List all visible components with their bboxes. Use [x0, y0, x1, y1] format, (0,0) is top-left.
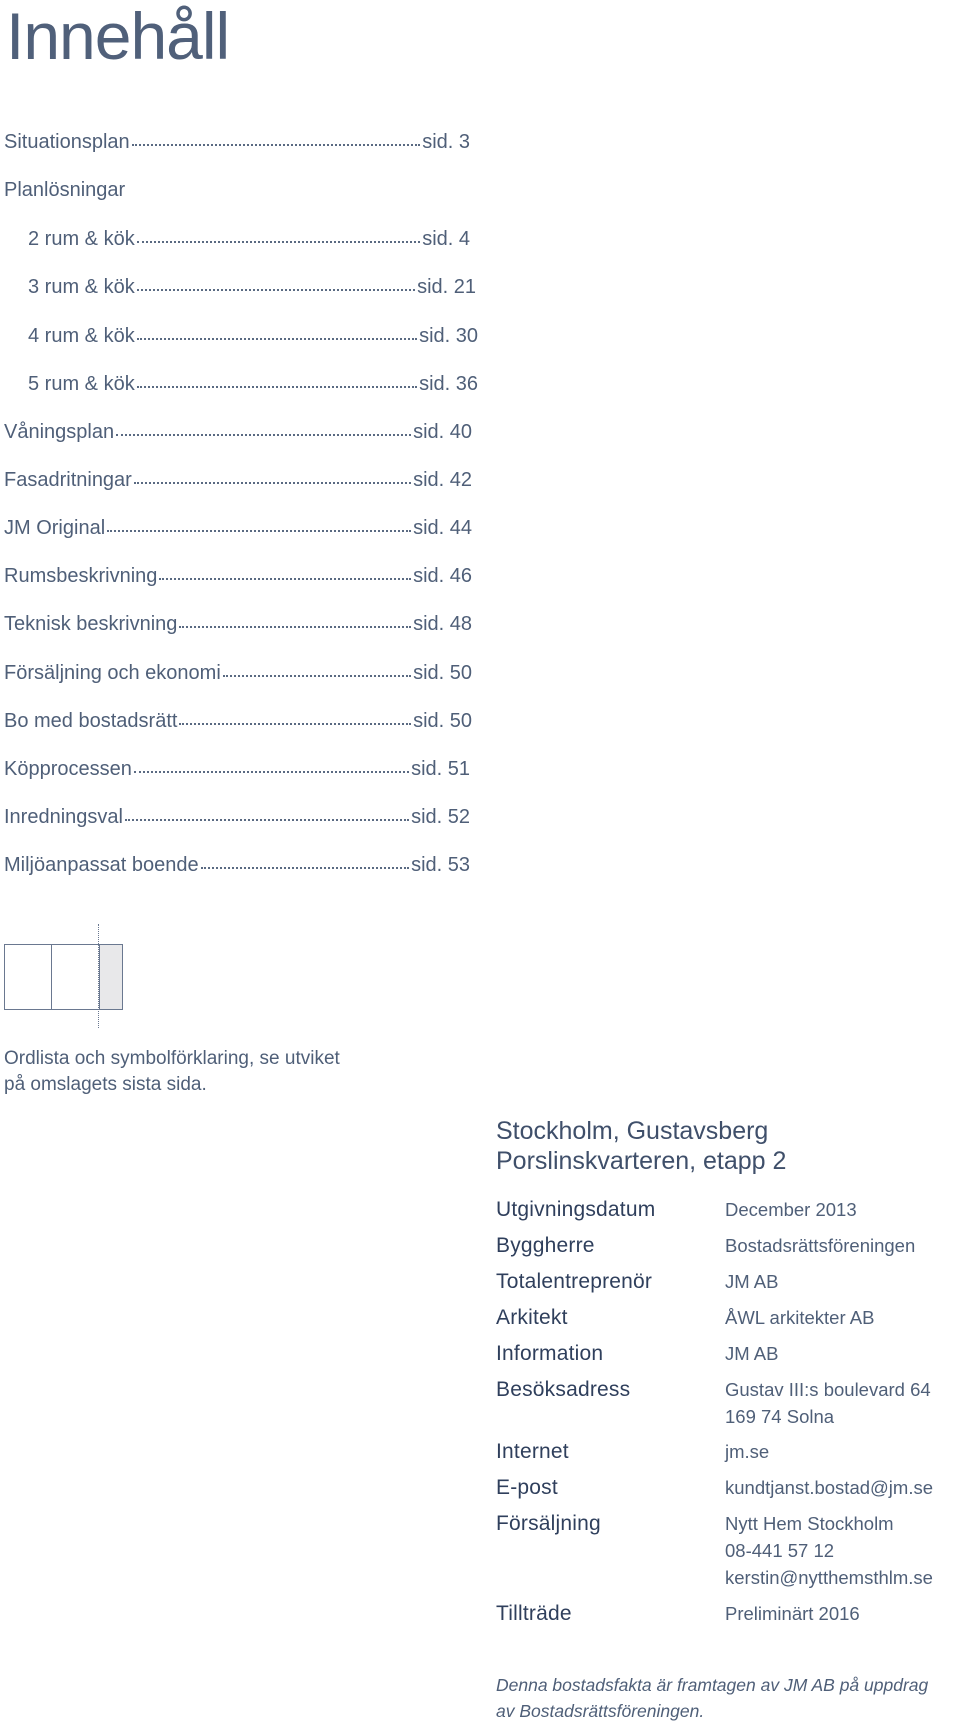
fold-out-diagram: [4, 924, 124, 1012]
toc-entry[interactable]: [28, 368, 478, 400]
toc-entry-page: sid. 48: [413, 613, 472, 635]
toc-entry-page: sid. 50: [413, 710, 472, 732]
disclaimer-line: Denna bostadsfakta är framtagen av JM AB på uppdrag: [496, 1675, 929, 1695]
toc-section-heading: Planlösningar: [4, 179, 126, 201]
toc-entry[interactable]: [4, 608, 472, 640]
dot-leader: [223, 655, 411, 677]
fact-key: Utgivningsdatum: [496, 1198, 656, 1221]
toc-entry-page: sid. 44: [413, 517, 472, 539]
fold-panel: [4, 944, 52, 1010]
fact-key: Information: [496, 1342, 604, 1365]
toc-entry[interactable]: [4, 801, 470, 833]
glossary-note-line: på omslagets sista sida.: [4, 1074, 207, 1095]
fact-value: Preliminärt 2016: [725, 1603, 860, 1624]
project-facts: [496, 1116, 956, 1721]
toc-entry-page: sid. 40: [413, 421, 472, 443]
toc-entry[interactable]: [28, 223, 470, 255]
dot-leader: [116, 414, 411, 436]
page-title: Innehåll: [6, 0, 230, 73]
toc-entry[interactable]: [28, 271, 476, 303]
toc-entry[interactable]: [28, 320, 478, 352]
dot-leader: [179, 703, 411, 725]
toc-entry-page: sid. 51: [411, 758, 470, 780]
toc-entry-page: sid. 53: [411, 854, 470, 876]
toc-entry-label: Situationsplan: [4, 131, 130, 153]
fact-value: Nytt Hem Stockholm: [725, 1513, 894, 1534]
toc-entry-page: sid. 3: [422, 131, 470, 153]
fact-value: December 2013: [725, 1199, 857, 1220]
toc-entry-label: Teknisk beskrivning: [4, 613, 178, 635]
dot-leader: [179, 606, 411, 628]
toc-entry-label: JM Original: [4, 517, 106, 539]
fold-panel-shaded: [99, 944, 123, 1010]
fact-key: Byggherre: [496, 1234, 595, 1257]
toc-entry-page: sid. 46: [413, 565, 472, 587]
dot-leader: [107, 510, 411, 532]
fact-value: kerstin@nytthemsthlm.se: [725, 1567, 933, 1588]
dot-leader: [134, 751, 409, 773]
fact-key: Försäljning: [496, 1512, 601, 1535]
dot-leader: [137, 366, 417, 388]
dot-leader: [132, 124, 421, 146]
fold-panel: [51, 944, 100, 1010]
fact-value: kundtjanst.bostad@jm.se: [725, 1477, 933, 1498]
toc-entry-label: Våningsplan: [4, 421, 115, 443]
toc-entry-page: sid. 4: [422, 228, 470, 250]
toc-entry[interactable]: [4, 753, 470, 785]
toc-entry-page: sid. 36: [419, 373, 478, 395]
toc-entry[interactable]: [4, 657, 472, 689]
fact-value: ÅWL arkitekter AB: [725, 1307, 875, 1328]
fact-key: Totalentreprenör: [496, 1270, 653, 1293]
fact-key: E-post: [496, 1476, 558, 1499]
toc-entry-label: Bo med bostadsrätt: [4, 710, 178, 732]
fact-key: Arkitekt: [496, 1306, 568, 1329]
fact-key: Tillträde: [496, 1602, 572, 1625]
dot-leader: [134, 462, 411, 484]
glossary-note-line: Ordlista och symbolförklaring, se utviket: [4, 1048, 340, 1069]
toc-entry-label: 5 rum & kök: [28, 373, 135, 395]
toc-entry-label: 4 rum & kök: [28, 325, 135, 347]
toc-entry[interactable]: [4, 416, 472, 448]
fact-key: Besöksadress: [496, 1378, 631, 1401]
dot-leader: [137, 269, 415, 291]
toc-entry-label: Rumsbeskrivning: [4, 565, 158, 587]
dot-leader: [137, 221, 420, 243]
toc-entry-label: Miljöanpassat boende: [4, 854, 199, 876]
toc-entry[interactable]: [4, 512, 472, 544]
fact-value: jm.se: [725, 1441, 770, 1462]
toc-entry-label: 3 rum & kök: [28, 276, 135, 298]
toc-entry-page: sid. 30: [419, 325, 478, 347]
fact-value: Bostadsrättsföreningen: [725, 1235, 916, 1256]
fact-key: Internet: [496, 1440, 569, 1463]
dot-leader: [201, 847, 409, 869]
fold-line: [98, 924, 99, 1028]
project-title: [496, 1116, 956, 1176]
toc-entry-page: sid. 52: [411, 806, 470, 828]
dot-leader: [159, 558, 411, 580]
dot-leader: [125, 799, 409, 821]
toc-entry-page: sid. 42: [413, 469, 472, 491]
toc-entry[interactable]: [4, 849, 470, 881]
toc-entry-label: 2 rum & kök: [28, 228, 135, 250]
toc-entry-label: Köpprocessen: [4, 758, 132, 780]
toc-entry-page: sid. 50: [413, 662, 472, 684]
toc-entry[interactable]: [4, 126, 470, 158]
toc-entry-label: Inredningsval: [4, 806, 123, 828]
dot-leader: [137, 318, 417, 340]
fact-value: 169 74 Solna: [725, 1406, 835, 1427]
disclaimer: [496, 1672, 960, 1724]
glossary-note: [4, 1046, 424, 1098]
fact-value: Gustav III:s boulevard 64: [725, 1379, 931, 1400]
toc-entry-page: sid. 21: [417, 276, 476, 298]
project-title-line: Porslinskvarteren, etapp 2: [496, 1147, 787, 1175]
fact-value: JM AB: [725, 1271, 779, 1292]
toc-entry-label: Försäljning och ekonomi: [4, 662, 221, 684]
toc-entry[interactable]: [4, 705, 472, 737]
project-title-line: Stockholm, Gustavsberg: [496, 1117, 769, 1145]
disclaimer-line: av Bostadsrättsföreningen.: [496, 1701, 705, 1721]
toc-entry-label: Fasadritningar: [4, 469, 132, 491]
toc-entry[interactable]: [4, 560, 472, 592]
fact-value: 08-441 57 12: [725, 1540, 835, 1561]
toc-entry[interactable]: [4, 464, 472, 496]
fact-value: JM AB: [725, 1343, 779, 1364]
